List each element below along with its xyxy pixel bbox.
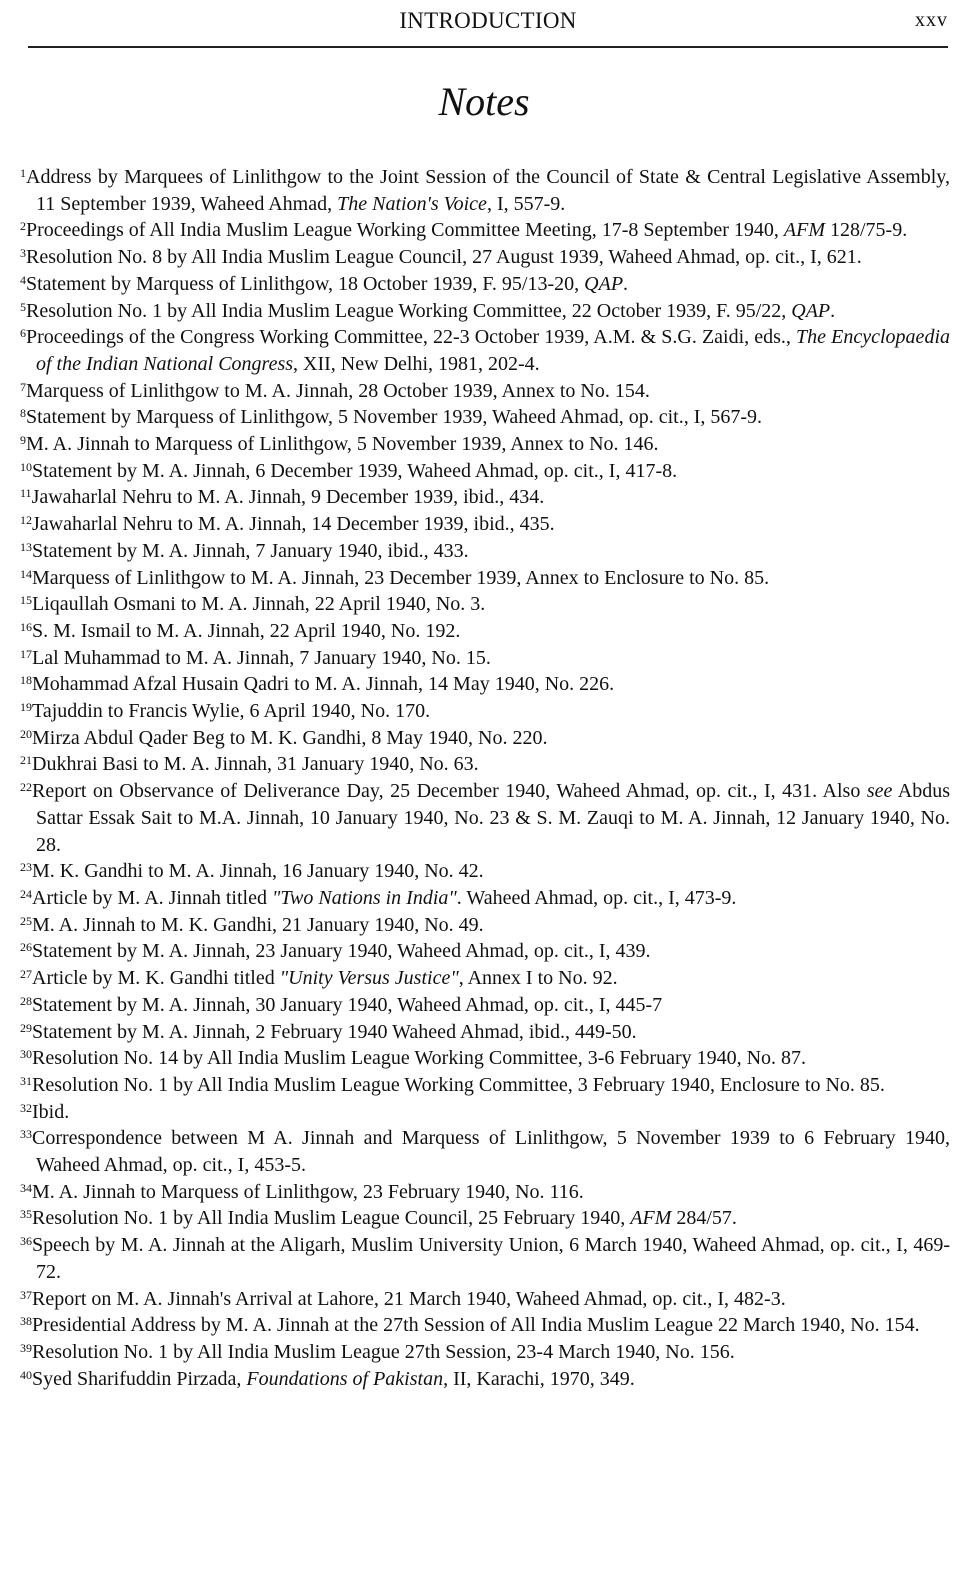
note-text: Statement by M. A. Jinnah, 6 December 1939, Waheed Ahmad, op. cit., I, 417-8. [32,459,678,482]
note-text: Marquess of Linlithgow to M. A. Jinnah, 28 October 1939, Annex to No. 154. [26,379,650,402]
note-text: Statement by M. A. Jinnah, 30 January 1940, Waheed Ahmad, op. cit., I, 445-7 [32,993,663,1016]
note-entry [20,618,950,645]
header-rule [28,46,948,48]
note-text: Resolution No. 1 by All India Muslim League Council, 25 February 1940, [32,1207,631,1230]
note-italic-text: see [866,780,893,803]
note-entry [20,992,950,1019]
note-text: Statement by Marquess of Linlithgow, 5 November 1939, Waheed Ahmad, op. cit., I, 567-9. [26,406,763,429]
note-text: Statement by M. A. Jinnah, 23 January 1940, Waheed Ahmad, op. cit., I, 439. [32,940,651,963]
note-text: Proceedings of the Congress Working Committee, 22-3 October 1939, A.M. & S.G. Zaidi, eds., [26,326,797,349]
note-text: Jawaharlal Nehru to M. A. Jinnah, 9 December 1939, ibid., 434. [31,486,545,509]
note-text: Tajuddin to Francis Wylie, 6 April 1940, No. 170. [32,700,431,723]
note-number: 33 [20,1127,32,1142]
note-number: 6 [20,326,26,341]
note-entry [20,671,950,698]
section-title: Notes [438,79,530,124]
note-entry [20,378,950,405]
note-entry [20,1205,950,1232]
note-number: 5 [20,299,26,314]
note-text: Report on Observance of Deliverance Day, 25 December 1940, Waheed Ahmad, op. cit., I, 431. Also [32,780,867,803]
note-entry [20,244,950,271]
note-italic-text: "Two Nations in India" [271,886,457,909]
note-number: 21 [20,753,32,768]
note-entry [20,164,950,217]
note-text: Resolution No. 1 by All India Muslim League Working Committee, 22 October 1939, F. 95/22, [26,299,792,322]
page-header [28,8,948,36]
note-entry [20,1179,950,1206]
note-entry [20,1045,950,1072]
note-number: 32 [20,1100,32,1115]
note-entry [20,324,950,377]
note-text: Address by Marquees of Linlithgow to the Joint Session of the Council of State & Central Legislative Assembly, 11 September 1939, Waheed Ahmad, [26,166,950,215]
note-entry [20,404,950,431]
notes-list [20,164,950,1392]
note-number: 34 [20,1180,32,1195]
note-entry [20,591,950,618]
note-text: Statement by Marquess of Linlithgow, 18 October 1939, F. 95/13-20, [26,272,585,295]
note-entry [20,538,950,565]
note-italic-text: AFM [783,219,825,242]
note-text: , XII, New Delhi, 1981, 202-4. [293,352,540,375]
note-entry [20,1072,950,1099]
note-text: . [830,299,836,322]
note-number: 24 [20,886,32,901]
note-number: 40 [20,1367,32,1382]
note-number: 7 [20,379,26,394]
note-text: Liqaullah Osmani to M. A. Jinnah, 22 April 1940, No. 3. [32,593,486,616]
note-entry [20,217,950,244]
note-number: 12 [20,513,32,528]
note-number: 1 [20,166,26,180]
note-italic-text: Foundations of Pakistan [246,1367,444,1390]
note-text: , Annex I to No. 92. [458,967,618,990]
note-entry [20,778,950,858]
note-entry [20,965,950,992]
page-number: xxv [915,9,948,31]
note-entry [20,1339,950,1366]
note-number: 10 [20,459,32,474]
note-italic-text: AFM [630,1207,672,1230]
note-italic-text: QAP [791,299,831,322]
note-text: M. A. Jinnah to M. K. Gandhi, 21 January 1940, No. 49. [32,913,484,936]
note-text: 284/57. [671,1207,737,1230]
note-italic-text: "Unity Versus Justice" [279,967,459,990]
note-number: 28 [20,993,32,1008]
note-italic-text: The Nation's Voice [337,192,487,215]
note-text: 128/75-9. [824,219,908,242]
note-number: 23 [20,860,32,875]
note-number: 39 [20,1340,32,1355]
note-number: 36 [20,1234,32,1249]
note-text: Proceedings of All India Muslim League Working Committee Meeting, 17-8 September 1940, [26,219,784,242]
note-text: Resolution No. 8 by All India Muslim League Council, 27 August 1939, Waheed Ahmad, op. cit., I, 621. [26,246,862,269]
note-text: M. K. Gandhi to M. A. Jinnah, 16 January 1940, No. 42. [32,860,484,883]
note-text: . Waheed Ahmad, op. cit., I, 473-9. [456,886,737,909]
note-text: , II, Karachi, 1970, 349. [443,1367,635,1390]
note-entry [20,938,950,965]
note-italic-text: The Encyclopaedia of the Indian National Congress [36,326,950,375]
note-number: 14 [20,566,32,581]
note-number: 30 [20,1047,32,1062]
note-entry [20,458,950,485]
note-number: 9 [20,433,26,448]
note-text: Statement by M. A. Jinnah, 2 February 1940 Waheed Ahmad, ibid., 449-50. [32,1020,637,1043]
note-entry [20,698,950,725]
note-entry [20,645,950,672]
note-text: Marquess of Linlithgow to M. A. Jinnah, 23 December 1939, Annex to Enclosure to No. 85. [32,566,770,589]
note-number: 19 [20,700,32,715]
note-number: 17 [20,646,32,661]
note-number: 26 [20,940,32,955]
note-text: Ibid. [32,1100,70,1123]
note-text: Statement by M. A. Jinnah, 7 January 1940, ibid., 433. [32,539,469,562]
note-text: Mohammad Afzal Husain Qadri to M. A. Jinnah, 14 May 1940, No. 226. [32,673,615,696]
running-title: INTRODUCTION [399,8,577,33]
note-number: 2 [20,219,26,234]
note-text: Article by M. A. Jinnah titled [32,886,272,909]
note-number: 4 [20,272,26,287]
note-entry [20,1232,950,1285]
note-entry [20,858,950,885]
note-entry [20,1099,950,1126]
note-text: Speech by M. A. Jinnah at the Aligarh, Muslim University Union, 6 March 1940, Waheed Ahmad, op. cit., I, 469-72. [32,1234,950,1283]
note-text: Abdus Sattar Essak Sait to M.A. Jinnah, 10 January 1940, No. 23 & S. M. Zauqi to M. A. Jinnah, 12 January 1940, No. 28. [36,780,950,856]
note-entry [20,725,950,752]
note-text: M. A. Jinnah to Marquess of Linlithgow, 23 February 1940, No. 116. [32,1180,584,1203]
note-text: , I, 557-9. [486,192,566,215]
note-number: 22 [20,780,32,795]
note-entry [20,565,950,592]
note-entry [20,1125,950,1178]
note-text: . [623,272,629,295]
note-text: S. M. Ismail to M. A. Jinnah, 22 April 1940, No. 192. [32,619,461,642]
note-text: Presidential Address by M. A. Jinnah at the 27th Session of All India Muslim League 22 March 1940, No. 154. [32,1314,920,1337]
note-entry [20,271,950,298]
note-entry [20,484,950,511]
note-number: 37 [20,1287,32,1302]
note-number: 18 [20,673,32,688]
note-entry [20,751,950,778]
note-entry [20,912,950,939]
note-text: Resolution No. 1 by All India Muslim League 27th Session, 23-4 March 1940, No. 156. [32,1340,735,1363]
note-number: 25 [20,913,32,928]
note-text: Resolution No. 14 by All India Muslim League Working Committee, 3-6 February 1940, No. 87. [32,1047,807,1070]
note-entry [20,885,950,912]
note-number: 13 [20,539,32,554]
note-text: Lal Muhammad to M. A. Jinnah, 7 January 1940, No. 15. [32,646,491,669]
note-number: 16 [20,619,32,634]
note-italic-text: QAP [584,272,624,295]
note-text: Syed Sharifuddin Pirzada, [32,1367,247,1390]
note-text: Resolution No. 1 by All India Muslim League Working Committee, 3 February 1940, Enclosure to No. 85. [32,1073,885,1096]
note-number: 29 [20,1020,32,1035]
note-number: 31 [20,1073,32,1088]
note-text: Report on M. A. Jinnah's Arrival at Lahore, 21 March 1940, Waheed Ahmad, op. cit., I, 482-3. [32,1287,786,1310]
note-text: Jawaharlal Nehru to M. A. Jinnah, 14 December 1939, ibid., 435. [32,513,555,536]
note-number: 35 [20,1207,32,1222]
note-text: Correspondence between M A. Jinnah and Marquess of Linlithgow, 5 November 1939 to 6 February 1940, Waheed Ahmad, op. cit., I, 453-5. [32,1127,950,1177]
note-entry [20,1366,950,1393]
note-text: M. A. Jinnah to Marquess of Linlithgow, 5 November 1939, Annex to No. 146. [26,433,659,456]
note-number: 15 [20,593,32,608]
note-text: Mirza Abdul Qader Beg to M. K. Gandhi, 8 May 1940, No. 220. [32,726,548,749]
note-text: Article by M. K. Gandhi titled [32,967,280,990]
note-entry [20,1019,950,1046]
note-number: 8 [20,406,26,421]
note-entry [20,511,950,538]
note-number: 27 [20,967,32,982]
note-entry [20,1312,950,1339]
note-number: 11 [20,486,32,501]
note-text: Dukhrai Basi to M. A. Jinnah, 31 January 1940, No. 63. [32,753,479,776]
note-entry [20,1286,950,1313]
note-number: 38 [20,1314,32,1329]
note-entry [20,431,950,458]
note-entry [20,298,950,325]
note-number: 20 [20,726,32,741]
note-number: 3 [20,246,26,261]
